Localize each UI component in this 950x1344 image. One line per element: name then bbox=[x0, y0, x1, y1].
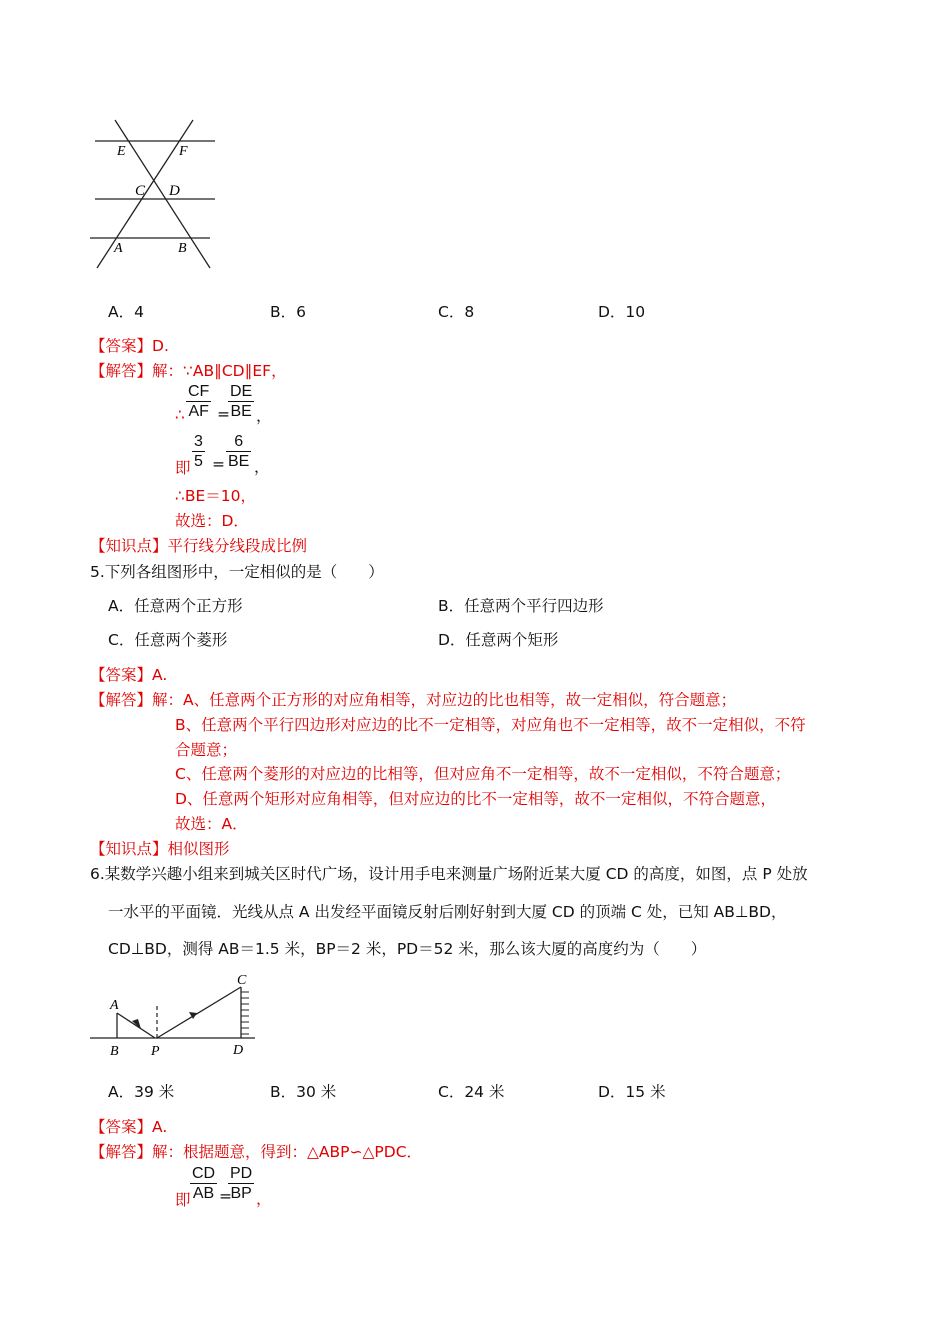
knowledge-value: 平行线分线段成比例 bbox=[167, 537, 308, 555]
label-b: B bbox=[110, 1044, 119, 1059]
q4-option-c: C．8 bbox=[438, 303, 475, 321]
fraction-pd-bp bbox=[228, 1164, 254, 1203]
q5-solution-line5: D、任意两个矩形对应角相等，但对应边的比不一定相等，故不一定相似，不符合题意， bbox=[175, 790, 776, 808]
q5-solution-line1 bbox=[90, 688, 736, 710]
fraction-denominator: 5 bbox=[194, 453, 203, 470]
fraction-cf-af bbox=[186, 382, 211, 421]
equals-sign: = bbox=[217, 405, 230, 423]
label-d: D bbox=[233, 1043, 244, 1058]
q6-option-d: D．15 米 bbox=[598, 1083, 666, 1101]
fraction-denominator: BP bbox=[230, 1185, 252, 1202]
label-b: B bbox=[178, 241, 187, 256]
q5-answer bbox=[90, 663, 167, 685]
fraction-6-be bbox=[226, 432, 251, 471]
q4-answer bbox=[90, 334, 169, 356]
label-f: F bbox=[179, 144, 188, 159]
namely-word: 即 bbox=[175, 459, 191, 477]
q6-option-b: B．30 米 bbox=[270, 1083, 337, 1101]
fraction-numerator: 3 bbox=[194, 433, 203, 450]
q5-stem: 5.下列各组图形中，一定相似的是（ ） bbox=[90, 563, 384, 581]
answer-tag: 【答案】 bbox=[90, 666, 153, 684]
solution-text: 解：∵AB∥CD∥EF， bbox=[152, 362, 287, 380]
knowledge-tag: 【知识点】 bbox=[90, 840, 168, 858]
label-a: A bbox=[114, 241, 123, 256]
q5-solution-line3: 合题意； bbox=[175, 741, 238, 759]
ray-a-p bbox=[117, 1013, 155, 1038]
transversal-1 bbox=[115, 120, 210, 268]
q4-solution-line4: ∴BE＝10， bbox=[175, 487, 257, 505]
q4-option-d: D．10 bbox=[598, 303, 646, 321]
fraction-numerator: CF bbox=[188, 383, 210, 400]
label-a: A bbox=[110, 998, 119, 1013]
q5-knowledge bbox=[90, 837, 230, 859]
answer-tag: 【答案】 bbox=[90, 1118, 153, 1136]
solution-text: 解：A、任意两个正方形的对应角相等，对应边的比也相等，故一定相似，符合题意； bbox=[152, 691, 737, 709]
equals-sign: = bbox=[219, 1187, 232, 1205]
fraction-numerator: DE bbox=[230, 383, 253, 400]
q6-option-a: A．39 米 bbox=[108, 1083, 175, 1101]
parallel-lines-figure bbox=[85, 110, 235, 275]
fraction-denominator: BE bbox=[228, 453, 250, 470]
q4-option-a: A．4 bbox=[108, 303, 144, 321]
therefore-symbol: ∴ bbox=[175, 406, 185, 424]
solution-tag: 【解答】 bbox=[90, 691, 153, 709]
fraction-3-5 bbox=[192, 432, 205, 471]
q5-option-a: A．任意两个正方形 bbox=[108, 597, 243, 615]
answer-tag: 【答案】 bbox=[90, 337, 153, 355]
q5-solution-line6: 故选：A． bbox=[175, 815, 248, 833]
q4-solution-line1 bbox=[90, 359, 287, 381]
equals-sign: = bbox=[212, 455, 225, 473]
answer-value: A. bbox=[152, 666, 168, 684]
fraction-de-be bbox=[228, 382, 254, 421]
solution-tag: 【解答】 bbox=[90, 362, 153, 380]
q6-option-c: C．24 米 bbox=[438, 1083, 505, 1101]
q6-stem-line3: CD⊥BD，测得 AB＝1.5 米，BP＝2 米，PD＝52 米，那么该大厦的高度约为（ ） bbox=[108, 940, 707, 958]
namely-word: 即 bbox=[175, 1191, 191, 1209]
knowledge-value: 相似图形 bbox=[167, 840, 230, 858]
fraction-denominator: AB bbox=[192, 1185, 215, 1202]
q4-solution-line5: 故选：D． bbox=[175, 512, 249, 530]
q4-option-b: B．6 bbox=[270, 303, 306, 321]
fraction-numerator: 6 bbox=[226, 432, 251, 452]
answer-value: D. bbox=[152, 337, 169, 355]
q5-solution-line4: C、任意两个菱形的对应边的比相等，但对应角不一定相等，故不一定相似，不符合题意； bbox=[175, 765, 791, 783]
comma: ， bbox=[256, 407, 272, 425]
comma: ， bbox=[254, 458, 270, 476]
knowledge-tag: 【知识点】 bbox=[90, 537, 168, 555]
fraction-cd-ab bbox=[190, 1164, 217, 1203]
q6-stem-line2: 一水平的平面镜．光线从点 A 出发经平面镜反射后刚好射到大厦 CD 的顶端 C 处，已知 AB⊥BD， bbox=[108, 903, 787, 921]
q5-option-b: B．任意两个平行四边形 bbox=[438, 597, 604, 615]
q5-option-c: C．任意两个菱形 bbox=[108, 631, 228, 649]
fraction-numerator: CD bbox=[192, 1165, 216, 1182]
label-d: D bbox=[169, 183, 180, 199]
q5-solution-line2: B、任意两个平行四边形对应边的比不一定相等，对应角也不一定相等，故不一定相似，不符 bbox=[175, 716, 806, 734]
solution-tag: 【解答】 bbox=[90, 1143, 153, 1161]
fraction-numerator: PD bbox=[230, 1165, 253, 1182]
label-c: C bbox=[237, 973, 247, 988]
q6-stem-line1: 6.某数学兴趣小组来到城关区时代广场，设计用手电来测量广场附近某大厦 CD 的高度，如图，点 P 处放 bbox=[90, 865, 808, 883]
label-e: E bbox=[117, 144, 126, 159]
fraction-denominator: BE bbox=[230, 403, 252, 420]
ray-p-c bbox=[157, 987, 241, 1038]
comma: ， bbox=[256, 1190, 272, 1208]
answer-value: A. bbox=[152, 1118, 168, 1136]
q5-option-d: D．任意两个矩形 bbox=[438, 631, 559, 649]
q6-solution-line1 bbox=[90, 1140, 422, 1162]
q6-answer bbox=[90, 1115, 167, 1137]
q4-knowledge bbox=[90, 534, 307, 556]
solution-text: 解：根据题意，得到：△ABP∽△PDC． bbox=[152, 1143, 423, 1161]
fraction-denominator: AF bbox=[188, 403, 209, 420]
mirror-reflection-figure bbox=[85, 968, 265, 1063]
label-p: P bbox=[151, 1044, 160, 1059]
label-c: C bbox=[135, 183, 146, 199]
